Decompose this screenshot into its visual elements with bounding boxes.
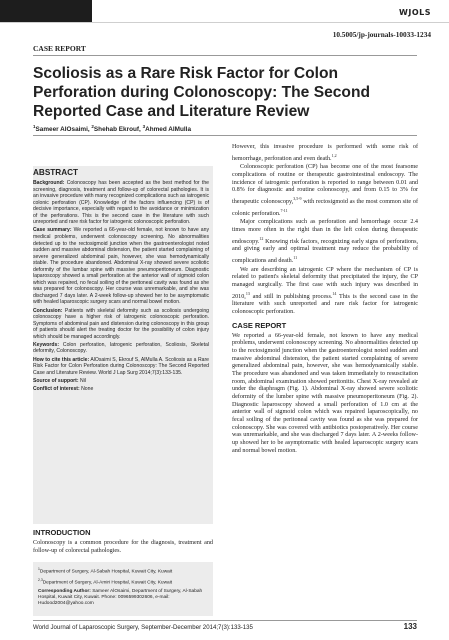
author-2-affiliation: 2 bbox=[91, 124, 94, 129]
author-3: Ahmed AlMulla bbox=[145, 126, 192, 134]
affiliation-2-mark: 2,3 bbox=[38, 578, 43, 582]
affiliation-1 bbox=[38, 566, 210, 576]
p4-ref-1: 13 bbox=[245, 290, 250, 296]
body-paragraph-1 bbox=[232, 144, 418, 163]
background-text: Colonoscopy has been accepted as the best method for the screening, diagnosis, treatment and follow-up of colorectal pathologies. It is an invasive procedure with many recognized complications such as iatrogenic colonic perforation (CP). Knowledge of the factors influencing (CP) is of decisive importance, especially with regard to the avoidance or minimization of the perforations. This is the second case in the literature with such unreported and rare risk factor for iatrogenic colonoscopic perforation. bbox=[33, 180, 209, 226]
body-paragraph-2 bbox=[232, 164, 418, 218]
author-1: Sameer AlOsaimi, bbox=[35, 126, 92, 134]
introduction-text: Colonoscopy is a common procedure for the diagnosis, treatment and follow-up of colorectal pathologies. bbox=[33, 540, 213, 554]
authors-rule bbox=[33, 135, 417, 136]
header-band bbox=[0, 0, 92, 22]
p2-text-b: with rectosigmoid as the most common site of colonic perforation. bbox=[232, 199, 418, 217]
right-column bbox=[232, 144, 418, 456]
p3-text-a: Major complications such as perforation and hemorrhage occur 2.4 times more often in the right than in the left colon during therapeutic endoscopy. bbox=[232, 219, 418, 245]
keywords-text: Colon perforation, Iatrogenic perforation, Scoliosis, Skeletal deformity, Colonoscopy. bbox=[33, 341, 209, 355]
citation-text: AlOsaimi S, Ekrouf S, AlMulla A. Scoliosis as a Rare Risk Factor for Colon Perforation during Colonoscopy: The Second Reported Case and Literature Review. World J Lap Surg 2014;7(3):133-135. bbox=[33, 356, 209, 376]
article-category: CASE REPORT bbox=[33, 44, 86, 53]
conclusion-label: Conclusion: bbox=[33, 307, 63, 314]
p4-text-a: We are describing an iatrogenic CP where the mechanism of CP is related to patient's skeletal deformity that precipitated the injury, the CP managed surgically. The first case with such injury was described in 2010, bbox=[232, 266, 418, 300]
corresponding-text: Sameer AlOsaimi, Department of Surgery, Al-Sabah Hospital, Kuwait City, Kuwait. Phone: 0096599302606, e-mail: Hudood2004@yahoo.com bbox=[38, 589, 203, 606]
author-list bbox=[33, 124, 191, 133]
p1-ref: 1,2 bbox=[331, 152, 337, 158]
abstract-keywords bbox=[33, 342, 209, 355]
conclusion-text: Patients with skeletal deformity such as scoliosis undergoing colonoscopy have a higher risk of iatrogenic colonoscopic perforation. Symptoms of abdominal pain and distension during colonoscopy in this group of patients should alert the treating doctor for the possibility of colon injury which should be managed accordingly. bbox=[33, 307, 209, 340]
abstract bbox=[33, 168, 209, 394]
support-label: Source of support: bbox=[33, 377, 79, 384]
footer-rule bbox=[33, 620, 417, 621]
author-1-affiliation: 1 bbox=[33, 124, 36, 129]
header-rule bbox=[0, 22, 449, 23]
p4-text-b: and still in publishing process. bbox=[249, 293, 333, 300]
p1-text: However, this invasive procedure is performed with some risk of hemorrhage, perforation and even death. bbox=[232, 144, 418, 162]
corresponding-author bbox=[38, 589, 210, 607]
body-paragraph-4 bbox=[232, 267, 418, 317]
p3-text-b: Knowing risk factors, recognizing early signs of perforations, and giving early and optimal treatment may reduce the probability of complications and death. bbox=[232, 238, 418, 265]
abstract-heading: ABSTRACT bbox=[33, 168, 79, 177]
keywords-label: Keywords: bbox=[33, 341, 60, 348]
p2-ref-2: 7-11 bbox=[280, 207, 288, 213]
corresponding-label: Corresponding Author: bbox=[38, 589, 91, 594]
doi[interactable]: 10.5005/jp-journals-10033-1234 bbox=[332, 30, 431, 39]
case-summary-label: Case summary: bbox=[33, 227, 72, 234]
abstract-support bbox=[33, 378, 209, 385]
p3-ref-1: 12 bbox=[259, 235, 264, 241]
citation-label: How to cite this article: bbox=[33, 356, 90, 363]
p4-text-c: This is the second case in the literature with such unreported and rare risk factor for iatrogenic colonoscopic perforation. bbox=[232, 293, 418, 316]
category-rule bbox=[33, 55, 417, 56]
affiliation-1-text: Department of Surgery, Al-Sabah Hospital, Kuwait City, Kuwait bbox=[39, 569, 173, 575]
affiliation-2-text: Department of Surgery, Al-Amiri Hospital, Kuwait City, Kuwait bbox=[42, 580, 173, 586]
page-number: 133 bbox=[403, 622, 417, 631]
p2-ref-1: 3,5-9 bbox=[293, 195, 302, 201]
abstract-conclusion bbox=[33, 308, 209, 341]
article-title: Scoliosis as a Rare Risk Factor for Colon Perforation during Colonoscopy: The Second Reported Case and Literature Review bbox=[33, 65, 371, 120]
abstract-background bbox=[33, 180, 209, 226]
abstract-citation bbox=[33, 357, 209, 377]
affiliation-1-mark: 1 bbox=[38, 567, 40, 571]
p4-ref-2: 14 bbox=[332, 290, 337, 296]
p2-text-a: Colonoscopic perforation (CP) has become one of the most fearsome complications of routine or therapeutic gastrointestinal endoscopy. The incidence of iatrogenic perforation is reported to range between 0.01 and 0.8% for diagnostic and routine colonoscopy, and from 0.15 to 3% for therapeutic colonoscopy, bbox=[232, 164, 418, 206]
footer-journal: World Journal of Laparoscopic Surgery, September-December 2014;7(3):133-135 bbox=[33, 624, 253, 631]
author-3-affiliation: 3 bbox=[142, 124, 146, 129]
author-2: Shehab Ekrouf, bbox=[93, 126, 143, 134]
introduction-heading: INTRODUCTION bbox=[33, 528, 91, 537]
abstract-conflict bbox=[33, 386, 209, 393]
affiliation-2 bbox=[38, 577, 210, 587]
support-text: Nil bbox=[78, 377, 86, 384]
conflict-label: Conflict of interest: bbox=[33, 385, 80, 392]
p3-ref-2: 11 bbox=[293, 255, 298, 261]
body-paragraph-3 bbox=[232, 219, 418, 265]
background-label: Background: bbox=[33, 180, 65, 186]
case-report-heading: CASE REPORT bbox=[232, 320, 287, 330]
case-summary-text: We reported a 66-year-old female, not known to have any medical problems, underwent colonoscopy screening. No abnormalities detected up to the rectosigmoid junction when the gastroenterologist noted sudden and massive abdominal distension, the patient started complaining of severe generalized abdominal pain, however, she was hemodynamically stable. The procedure abandoned. Abdominal X-ray showed severe scoliotic deformity of the lumbar spine with massive pneumoperitoneum. Diagnostic laparoscopy showed a small perforation at the anterior wall of sigmoid colon which was repaired, no fecal soiling of the peritoneal cavity was found as she was prepared for colonoscopy. Her course was unremarkable, and she was discharged 7 days later. A 2-week follow-up showed her to be asymptomatic with healed laparoscopic surgery scars and normal bowel motion. bbox=[33, 227, 209, 306]
journal-brand: WJOLS bbox=[399, 8, 431, 17]
conflict-text: None bbox=[79, 385, 94, 392]
abstract-case-summary bbox=[33, 227, 209, 306]
case-report-text: We reported a 66-year-old female, not known to have any medical problems, underwent colonoscopy screening. No abnormalities detected up to the rectosigmoid junction when the gastroenterologist noted sudden and massive abdominal distension, the patient started complaining of severe generalized abdominal pain, however, she was hemodynamically stable. The procedure was abandoned and was taken immediately to resuscitation room, abdominal examination showed peritonitis. Chest X-ray revealed air under the diaphragm (Fig. 1). Abdominal X-ray showed severe scoliotic deformity of the lumber spine with massive pneumoperitoneum (Fig. 2). Diagnostic laparoscopy showed a small perforation of 1.0 cm at the anterior wall of sigmoid colon which was repaired laparoscopically, no fecal soiling of the peritoneal cavity was found as she was prepared for colonoscopy. She was covered with antibiotics postoperatively. Her course was unremarkable, and she was discharged 7 days later. A 2-weeks follow-up showed her to be asymptomatic with healed laparoscopic surgery scars and normal bowel motion. bbox=[232, 332, 418, 454]
